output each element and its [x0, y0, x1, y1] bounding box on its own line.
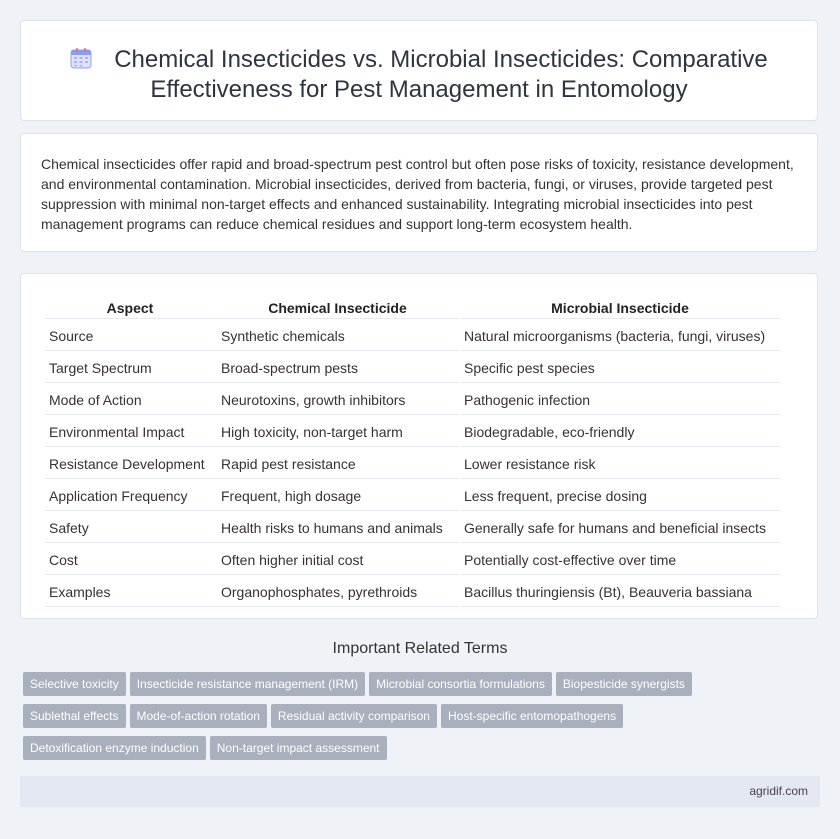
table-row — [45, 321, 780, 351]
header-chemical: Chemical Insecticide — [217, 298, 458, 319]
table-row — [45, 449, 780, 479]
table-row — [45, 545, 780, 575]
cell-microbial: Specific pest species — [460, 353, 780, 383]
table-row — [45, 385, 780, 415]
cell-aspect: Safety — [45, 513, 215, 543]
cell-aspect: Cost — [45, 545, 215, 575]
calendar-icon — [70, 47, 92, 69]
cell-aspect: Examples — [45, 577, 215, 607]
table-row — [45, 353, 780, 383]
title-card — [20, 20, 818, 121]
table-row — [45, 481, 780, 511]
cell-chemical: Rapid pest resistance — [217, 449, 458, 479]
cell-microbial: Bacillus thuringiensis (Bt), Beauveria bassiana — [460, 577, 780, 607]
header-aspect: Aspect — [45, 298, 215, 319]
intro-paragraph: Chemical insecticides offer rapid and broad-spectrum pest control but often pose risks of toxicity, resistance development, and environmental contamination. Microbial insecticides, derived from bacteria, fungi, or viruses, provide targeted pest suppression with minimal non-target effects and enhanced sustainability. Integrating microbial insecticides into pest management programs can reduce chemical residues and support long-term ecosystem health. — [41, 156, 794, 232]
related-term-tag[interactable]: Mode-of-action rotation — [130, 704, 267, 728]
related-terms-list — [23, 672, 823, 768]
cell-aspect: Resistance Development — [45, 449, 215, 479]
cell-chemical: High toxicity, non-target harm — [217, 417, 458, 447]
cell-chemical: Synthetic chemicals — [217, 321, 458, 351]
cell-chemical: Health risks to humans and animals — [217, 513, 458, 543]
intro-card — [20, 133, 818, 252]
table-row — [45, 577, 780, 607]
cell-aspect: Mode of Action — [45, 385, 215, 415]
related-term-tag[interactable]: Non-target impact assessment — [210, 736, 387, 760]
cell-microbial: Natural microorganisms (bacteria, fungi, viruses) — [460, 321, 780, 351]
cell-microbial: Pathogenic infection — [460, 385, 780, 415]
cell-chemical: Organophosphates, pyrethroids — [217, 577, 458, 607]
related-term-tag[interactable]: Microbial consortia formulations — [369, 672, 552, 696]
title-line-2: Effectiveness for Pest Management in Entomology — [150, 76, 688, 103]
header-microbial: Microbial Insecticide — [460, 298, 780, 319]
related-term-tag[interactable]: Detoxification enzyme induction — [23, 736, 206, 760]
related-term-tag[interactable]: Selective toxicity — [23, 672, 126, 696]
table-row — [45, 513, 780, 543]
table-header-row — [45, 298, 780, 319]
related-term-tag[interactable]: Insecticide resistance management (IRM) — [130, 672, 365, 696]
cell-microbial: Lower resistance risk — [460, 449, 780, 479]
cell-chemical: Broad-spectrum pests — [217, 353, 458, 383]
cell-aspect: Environmental Impact — [45, 417, 215, 447]
comparison-card — [20, 273, 818, 619]
related-term-tag[interactable]: Residual activity comparison — [271, 704, 437, 728]
footer-site-link[interactable]: agridif.com — [749, 784, 808, 798]
page-title — [21, 45, 817, 105]
cell-aspect: Source — [45, 321, 215, 351]
cell-chemical: Neurotoxins, growth inhibitors — [217, 385, 458, 415]
related-term-tag[interactable]: Biopesticide synergists — [556, 672, 692, 696]
related-terms-title: Important Related Terms — [332, 640, 508, 657]
cell-aspect: Target Spectrum — [45, 353, 215, 383]
related-term-tag[interactable]: Host-specific entomopathogens — [441, 704, 623, 728]
related-term-tag[interactable]: Sublethal effects — [23, 704, 126, 728]
footer — [20, 776, 820, 807]
cell-aspect: Application Frequency — [45, 481, 215, 511]
cell-microbial: Generally safe for humans and beneficial insects — [460, 513, 780, 543]
cell-microbial: Less frequent, precise dosing — [460, 481, 780, 511]
cell-microbial: Biodegradable, eco-friendly — [460, 417, 780, 447]
comparison-table — [43, 296, 782, 609]
cell-microbial: Potentially cost-effective over time — [460, 545, 780, 575]
cell-chemical: Often higher initial cost — [217, 545, 458, 575]
cell-chemical: Frequent, high dosage — [217, 481, 458, 511]
table-row — [45, 417, 780, 447]
title-line-1: Chemical Insecticides vs. Microbial Insecticides: Comparative — [114, 46, 768, 73]
